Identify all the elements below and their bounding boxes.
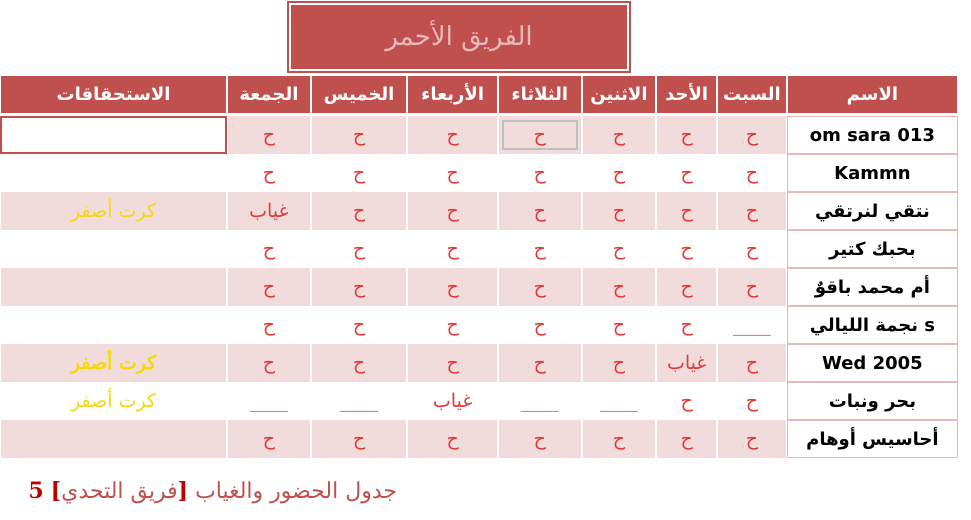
table-row xyxy=(0,344,958,382)
member-name[interactable]: نجمة الليالي s xyxy=(787,306,958,344)
table-row xyxy=(0,230,958,268)
attendance-cell-sun[interactable]: ح xyxy=(656,192,717,230)
table-row xyxy=(0,420,958,458)
attendance-cell-fri[interactable]: ____ xyxy=(227,382,311,420)
dues-cell[interactable]: كرت أصفر xyxy=(0,344,227,382)
attendance-cell-tue[interactable]: ح xyxy=(498,230,582,268)
member-name[interactable]: Kammn xyxy=(787,154,958,192)
dues-cell[interactable]: كرت أصفر xyxy=(0,192,227,230)
member-name[interactable]: om sara 013 xyxy=(787,116,958,154)
member-name[interactable]: أم محمد باقوٌ xyxy=(787,268,958,306)
header-day-tue: الثلاثاء xyxy=(498,76,582,113)
dues-cell[interactable] xyxy=(0,306,227,344)
attendance-cell-wed[interactable]: ح xyxy=(407,344,498,382)
attendance-cell-sat[interactable]: ح xyxy=(717,192,787,230)
dues-cell[interactable]: كرت أصفر xyxy=(0,382,227,420)
attendance-cell-thu[interactable]: ح xyxy=(311,306,408,344)
attendance-cell-wed[interactable]: ح xyxy=(407,420,498,458)
member-name[interactable]: أحاسيس أوهام xyxy=(787,420,958,458)
attendance-cell-tue[interactable]: ح xyxy=(498,192,582,230)
attendance-cell-sun[interactable]: ح xyxy=(656,382,717,420)
attendance-cell-mon[interactable]: ____ xyxy=(582,382,657,420)
attendance-cell-fri[interactable]: ح xyxy=(227,116,311,154)
attendance-cell-sun[interactable]: ح xyxy=(656,306,717,344)
member-name[interactable]: نتقي لنرتقي xyxy=(787,192,958,230)
attendance-cell-fri[interactable]: ح xyxy=(227,306,311,344)
attendance-cell-mon[interactable]: ح xyxy=(582,230,657,268)
header-dues: الاستحقاقات xyxy=(0,76,227,113)
member-name[interactable]: Wed 2005 xyxy=(787,344,958,382)
attendance-cell-tue[interactable]: ح xyxy=(498,344,582,382)
team-title-banner xyxy=(289,3,629,71)
attendance-cell-sun[interactable]: ح xyxy=(656,268,717,306)
attendance-cell-sat[interactable]: ح xyxy=(717,382,787,420)
caption-bracket-close: ] xyxy=(50,478,62,504)
attendance-cell-wed[interactable]: ح xyxy=(407,154,498,192)
attendance-cell-wed[interactable]: ح xyxy=(407,230,498,268)
attendance-cell-wed[interactable]: ح xyxy=(407,192,498,230)
attendance-cell-sun[interactable]: ح xyxy=(656,230,717,268)
header-row xyxy=(0,76,958,113)
attendance-cell-wed[interactable]: ح xyxy=(407,268,498,306)
attendance-cell-tue[interactable]: ح xyxy=(498,306,582,344)
attendance-cell-sun[interactable]: غياب xyxy=(656,344,717,382)
attendance-cell-fri[interactable]: ح xyxy=(227,230,311,268)
caption-text: جدول الحضور والغياب xyxy=(195,479,397,504)
dues-cell[interactable] xyxy=(0,230,227,268)
attendance-cell-sun[interactable]: ح xyxy=(656,420,717,458)
attendance-cell-mon[interactable]: ح xyxy=(582,192,657,230)
member-name[interactable]: بحبك كتير xyxy=(787,230,958,268)
attendance-cell-sat[interactable]: ح xyxy=(717,420,787,458)
attendance-cell-sat[interactable]: ____ xyxy=(717,306,787,344)
member-name[interactable]: بحر ونبات xyxy=(787,382,958,420)
caption-number: 5 xyxy=(28,478,44,504)
attendance-cell-tue[interactable]: ح xyxy=(498,420,582,458)
table-row xyxy=(0,116,958,154)
attendance-cell-thu[interactable]: ح xyxy=(311,344,408,382)
attendance-cell-sat[interactable]: ح xyxy=(717,268,787,306)
attendance-cell-sun[interactable]: ح xyxy=(656,154,717,192)
attendance-cell-thu[interactable]: ح xyxy=(311,230,408,268)
dues-cell[interactable] xyxy=(0,116,227,154)
table-row xyxy=(0,306,958,344)
table-row xyxy=(0,268,958,306)
attendance-cell-wed[interactable]: غياب xyxy=(407,382,498,420)
attendance-cell-sun[interactable]: ح xyxy=(656,116,717,154)
attendance-cell-thu[interactable]: ح xyxy=(311,192,408,230)
team-title: الفريق الأحمر xyxy=(385,22,533,52)
attendance-cell-fri[interactable]: غياب xyxy=(227,192,311,230)
attendance-cell-mon[interactable]: ح xyxy=(582,420,657,458)
attendance-cell-thu[interactable]: ح xyxy=(311,154,408,192)
attendance-cell-tue[interactable]: ح xyxy=(498,154,582,192)
header-name: الاسم xyxy=(787,76,958,113)
attendance-cell-mon[interactable]: ح xyxy=(582,116,657,154)
attendance-cell-thu[interactable]: ح xyxy=(311,116,408,154)
attendance-cell-tue[interactable]: ح xyxy=(498,268,582,306)
attendance-cell-sat[interactable]: ح xyxy=(717,116,787,154)
caption-bracket-open: [ xyxy=(177,478,189,504)
attendance-cell-wed[interactable]: ح xyxy=(407,116,498,154)
attendance-cell-fri[interactable]: ح xyxy=(227,344,311,382)
table-row xyxy=(0,154,958,192)
attendance-cell-sat[interactable]: ح xyxy=(717,230,787,268)
attendance-cell-thu[interactable]: ح xyxy=(311,268,408,306)
attendance-cell-fri[interactable]: ح xyxy=(227,420,311,458)
attendance-cell-thu[interactable]: ____ xyxy=(311,382,408,420)
table-row xyxy=(0,382,958,420)
header-day-sun: الأحد xyxy=(656,76,717,113)
attendance-cell-tue[interactable]: ____ xyxy=(498,382,582,420)
table-row xyxy=(0,192,958,230)
header-day-thu: الخميس xyxy=(311,76,408,113)
attendance-cell-mon[interactable]: ح xyxy=(582,306,657,344)
attendance-cell-wed[interactable]: ح xyxy=(407,306,498,344)
header-day-sat: السبت xyxy=(717,76,787,113)
attendance-cell-fri[interactable]: ح xyxy=(227,154,311,192)
table-caption xyxy=(28,478,397,504)
attendance-cell-sat[interactable]: ح xyxy=(717,344,787,382)
dues-cell[interactable] xyxy=(0,154,227,192)
attendance-cell-fri[interactable]: ح xyxy=(227,268,311,306)
attendance-cell-thu[interactable]: ح xyxy=(311,420,408,458)
header-day-fri: الجمعة xyxy=(227,76,311,113)
attendance-cell-mon[interactable]: ح xyxy=(582,268,657,306)
caption-team: فريق التحدي xyxy=(61,479,178,504)
dues-cell[interactable] xyxy=(0,268,227,306)
header-day-wed: الأربعاء xyxy=(407,76,498,113)
header-day-mon: الاثنين xyxy=(582,76,657,113)
attendance-cell-tue[interactable]: ح xyxy=(498,116,582,154)
dues-cell[interactable] xyxy=(0,420,227,458)
attendance-cell-mon[interactable]: ح xyxy=(582,344,657,382)
attendance-cell-mon[interactable]: ح xyxy=(582,154,657,192)
attendance-cell-sat[interactable]: ح xyxy=(717,154,787,192)
